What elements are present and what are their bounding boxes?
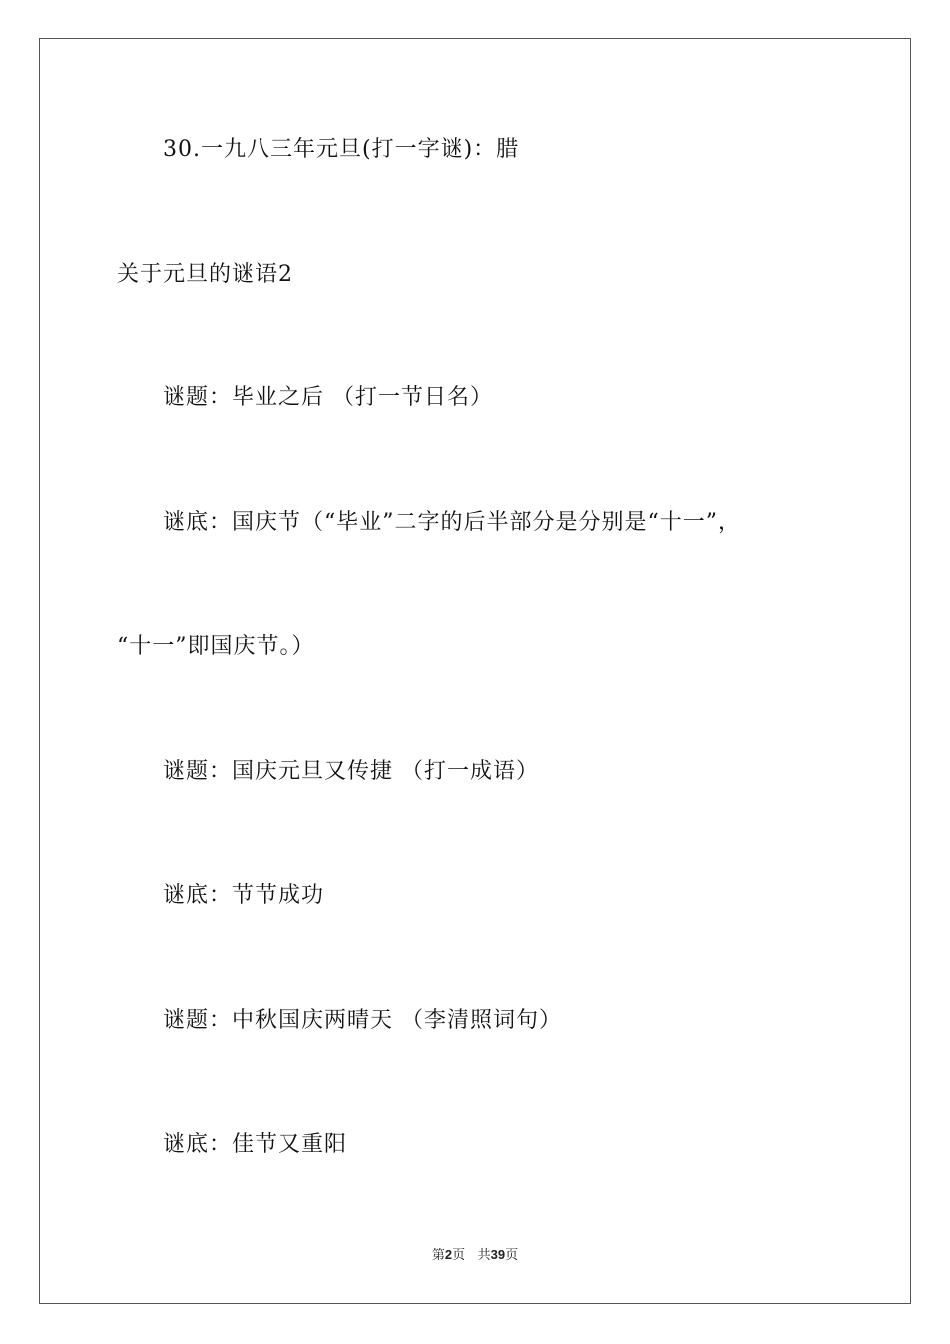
footer-total-pages: 39: [490, 1247, 506, 1262]
riddle-question-3: 谜题：中秋国庆两晴天 （李清照词句）: [163, 1008, 562, 1033]
riddle-answer-1: 谜底：国庆节（“毕业”二字的后半部分是分别是“十一”，: [163, 510, 741, 535]
footer-total-prefix: 共: [477, 1248, 491, 1263]
riddle-30-line: 30.一九八三年元旦(打一字谜)：腊: [163, 137, 520, 162]
riddle-question-1: 谜题：毕业之后 （打一节日名）: [163, 385, 493, 410]
riddle-answer-3: 谜底：佳节又重阳: [163, 1132, 348, 1157]
footer-page-unit: 页: [452, 1248, 466, 1263]
page-footer: [0, 1245, 950, 1266]
riddle-answer-2: 谜底：节节成功: [163, 883, 325, 908]
riddle-answer-1-continued: “十一”即国庆节。）: [117, 634, 315, 659]
footer-page-number: 2: [444, 1247, 453, 1262]
footer-total-unit: 页: [505, 1248, 519, 1263]
footer-prefix: 第: [431, 1248, 445, 1263]
section-heading: 关于元旦的谜语2: [117, 262, 293, 287]
riddle-question-2: 谜题：国庆元旦又传捷 （打一成语）: [163, 759, 539, 784]
page-border: [39, 38, 911, 1304]
